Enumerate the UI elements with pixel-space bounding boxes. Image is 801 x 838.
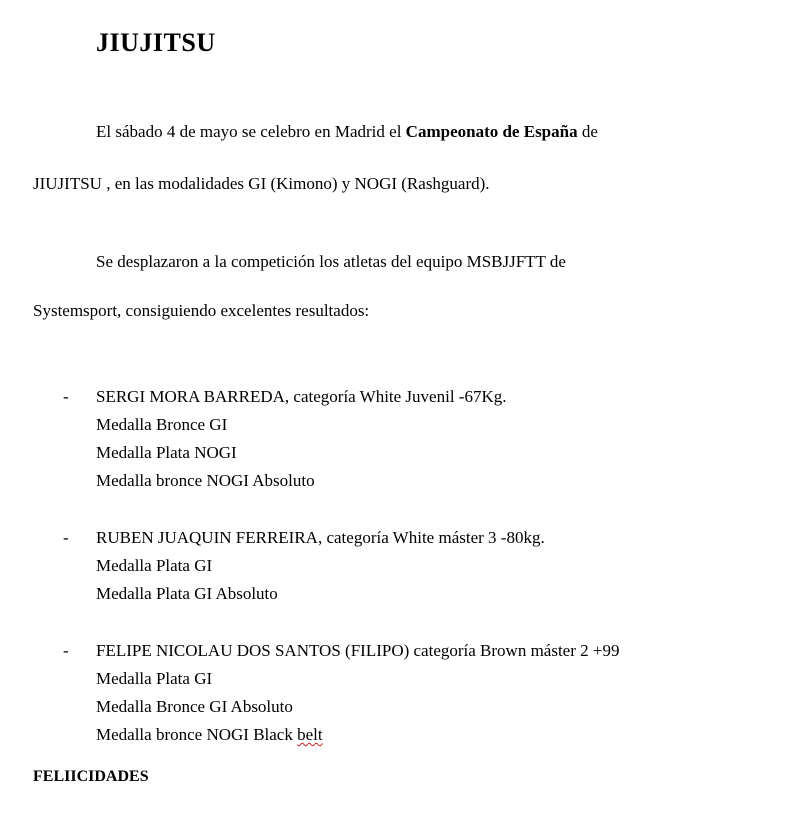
athlete-3-heading: FELIPE NICOLAU DOS SANTOS (FILIPO) categoría Brown máster 2 +99: [96, 641, 620, 660]
paragraph-1-line-1: [96, 122, 598, 142]
athlete-2-heading: RUBEN JUAQUIN FERREIRA, categoría White máster 3 -80kg.: [96, 528, 545, 547]
closing-text: FELIICIDADES: [33, 768, 149, 785]
paragraph-2-line-2: Systemsport, consiguiendo excelentes resultados:: [33, 301, 370, 320]
paragraph-1-text-end: de: [581, 122, 598, 141]
athlete-1-medal-3: Medalla bronce NOGI Absoluto: [96, 471, 315, 490]
bullet-marker: -: [63, 641, 69, 660]
athlete-3-medal-1: Medalla Plata GI: [96, 669, 213, 688]
championship-name: Campeonato de España: [405, 122, 578, 141]
athlete-2-medal-2: Medalla Plata GI Absoluto: [96, 584, 278, 603]
athlete-1-heading: SERGI MORA BARREDA, categoría White Juvenil -67Kg.: [96, 387, 507, 406]
athlete-1-medal-2: Medalla Plata NOGI: [96, 443, 237, 462]
athlete-1-medal-1: Medalla Bronce GI: [96, 415, 228, 434]
spellcheck-word: belt: [297, 725, 323, 744]
athlete-2-medal-1: Medalla Plata GI: [96, 556, 213, 575]
paragraph-1-line-2: JIUJITSU , en las modalidades GI (Kimono) y NOGI (Rashguard).: [33, 174, 490, 193]
athlete-3-medal-3: [96, 725, 323, 745]
bullet-marker: -: [63, 387, 69, 406]
bullet-marker: -: [63, 528, 69, 547]
paragraph-2-line-1: Se desplazaron a la competición los atletas del equipo MSBJJFTT de: [96, 252, 566, 271]
paragraph-1-text-start: El sábado 4 de mayo se celebro en Madrid el: [96, 122, 402, 141]
document-title: JIUJITSU: [96, 28, 216, 57]
athlete-3-medal-2: Medalla Bronce GI Absoluto: [96, 697, 293, 716]
athlete-3-medal-3-text: Medalla bronce NOGI Black: [96, 725, 293, 744]
